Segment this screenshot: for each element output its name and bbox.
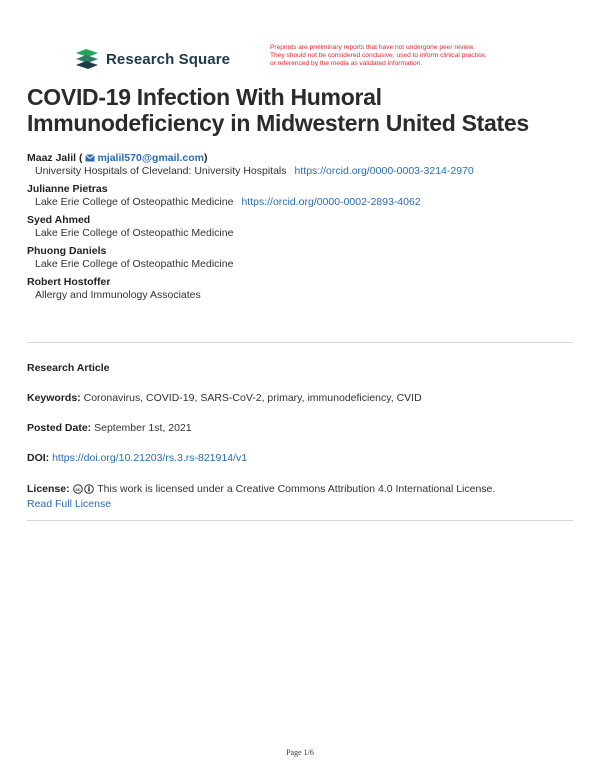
disclaimer-line: They should not be considered conclusive, used to inform clinical practice, [270,52,487,60]
page-number: Page 1/6 [286,748,314,757]
author-affiliation: Lake Erie College of Osteopathic Medicine [35,258,234,270]
orcid-link[interactable]: https://orcid.org/0000-0002-2893-4062 [241,196,421,208]
divider [27,520,573,521]
author-name: Maaz Jalil ( mjalil570@gmail.com) [27,152,208,164]
brand-name: Research Square [106,50,231,68]
keywords: Keywords: Coronavirus, COVID-19, SARS-CoV-2, primary, immunodeficiency, CVID [27,392,422,404]
license: License: cc This work is licensed under a Creative Commons Attribution 4.0 International License. Read Full License [27,483,496,510]
disclaimer-line: or referenced by the media as validated information. [270,60,423,68]
author-name: Syed Ahmed [27,214,91,226]
divider [27,342,573,343]
research-square-logo-icon [74,48,100,70]
preprint-disclaimer [270,44,540,69]
svg-text:cc: cc [74,487,81,492]
doi-link[interactable]: https://doi.org/10.21203/rs.3.rs-821914/v1 [52,452,248,464]
envelope-icon [85,154,95,162]
author-list [27,152,577,307]
author-affiliation: University Hospitals of Cleveland: University Hospitals https://orcid.org/0000-0003-3214-2970 [35,165,474,177]
posted-date: Posted Date: September 1st, 2021 [27,422,192,434]
paper-title: COVID-19 Infection With Humoral Immunodeficiency in Midwestern United States [27,84,529,136]
author-affiliation: Lake Erie College of Osteopathic Medicine https://orcid.org/0000-0002-2893-4062 [35,196,421,208]
article-type: Research Article [27,362,110,374]
disclaimer-line: Preprints are preliminary reports that have not undergone peer review. [270,44,475,51]
cc-icon [73,484,83,494]
author-name: Phuong Daniels [27,245,107,257]
read-full-license-link[interactable]: Read Full License [27,498,112,510]
author-affiliation: Lake Erie College of Osteopathic Medicine [35,227,234,239]
author-email-link[interactable]: mjalil570@gmail.com [97,152,204,164]
author-affiliation: Allergy and Immunology Associates [35,289,201,301]
cc-by-icon [84,484,94,494]
doi: DOI: https://doi.org/10.21203/rs.3.rs-821914/v1 [27,452,248,464]
orcid-link[interactable]: https://orcid.org/0000-0003-3214-2970 [294,165,474,177]
author-name: Julianne Pietras [27,183,108,195]
author-name: Robert Hostoffer [27,276,111,288]
research-square-logo[interactable] [74,47,230,71]
